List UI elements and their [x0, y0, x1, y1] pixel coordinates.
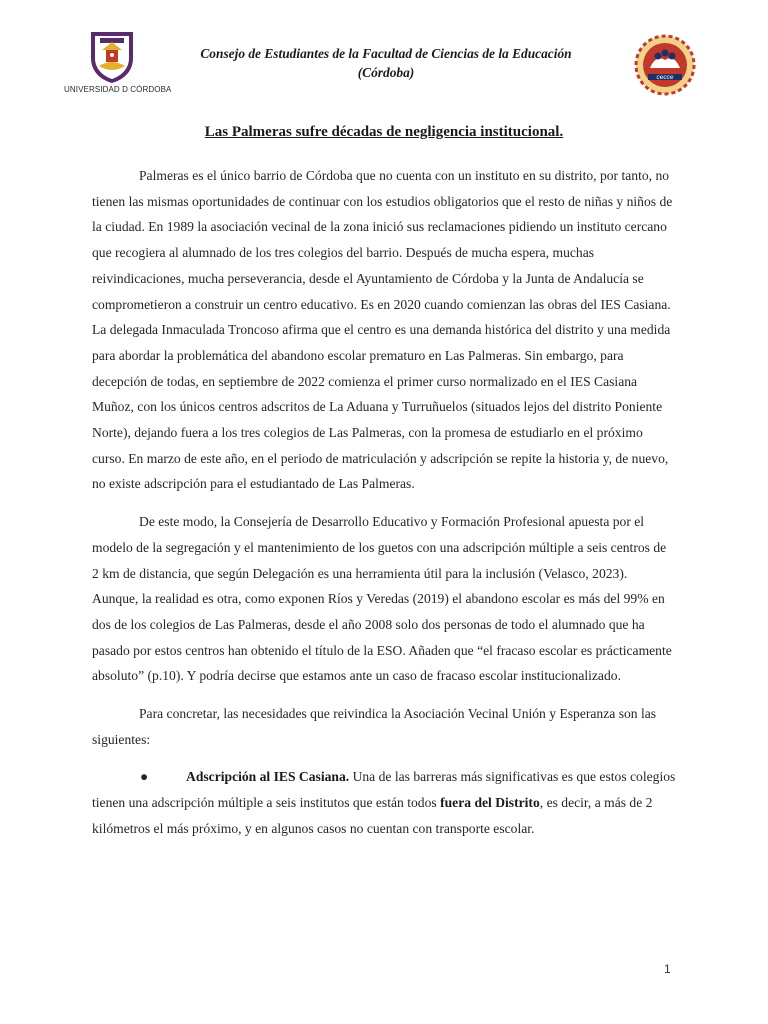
council-title-line-1: Consejo de Estudiantes de la Facultad de Ciencias de la Educación [200, 46, 572, 61]
bullet-bold-mid: fuera del Distrito [440, 795, 540, 811]
bullet-text-1: Una de las barreras más significativas es que estos colegios tienen una adscripción múltiple a seis institutos que están todos [92, 769, 676, 811]
page-number: 1 [664, 962, 671, 976]
student-council-logo [634, 34, 696, 96]
council-title [166, 44, 606, 82]
document-title: Las Palmeras sufre décadas de negligencia institucional. [204, 124, 564, 140]
university-logo [64, 28, 172, 100]
bullet-dot-icon: ● [140, 769, 149, 785]
paragraph-3: Para concretar, las necesidades que reivindica la Asociación Vecinal Unión y Esperanza son las siguientes: [92, 706, 657, 747]
council-title-line-2: (Córdoba) [357, 65, 415, 80]
paragraph-2: De este modo, la Consejería de Desarrollo Educativo y Formación Profesional apuesta por el modelo de la segregación y el mantenimiento de los guetos con una adscripción múltiple a seis centros de 2 km de distancia, que según Delegación es una herramienta útil para la inclusión (Velasco, 2023). Aunque, la realidad es otra, como exponen Ríos y Veredas (2019) el abandono escolar es más del 99% en dos de los colegios de Las Palmeras, desde el año 2008 solo dos personas de todo el alumnado que ha pasado por estos centros han obtenido el título de la ESO. Añaden que “el fracaso escolar es prácticamente absoluto” (p.10). Y podría decirse que estamos ante un caso de fracaso escolar institucionalizado. [92, 514, 672, 684]
document-body [92, 163, 676, 842]
student-council-logo-text: cecce [656, 74, 674, 81]
university-crest-icon [89, 28, 135, 84]
paragraph-1: Palmeras es el único barrio de Córdoba que no cuenta con un instituto en su distrito, por tanto, no tienen las mismas oportunidades de continuar con los estudios obligatorios que el resto de niñas y niños de la ciudad. En 1989 la asociación vecinal de la zona inició sus reclamaciones pidiendo un instituto cercano que recogiera al alumnado de los tres colegios del barrio. Después de mucha espera, muchas reivindicaciones, mucha perseverancia, desde el Ayuntamiento de Córdoba y la Junta de Andalucía se comprometieron a construir un centro educativo. Es en 2020 cuando comienzan las obras del IES Casiana. La delegada Inmaculada Troncoso afirma que el centro es una demanda histórica del distrito y una medida para abordar la problemática del abandono escolar prematuro en Las Palmeras. Sin embargo, para decepción de todas, en septiembre de 2022 comienza el primer curso normalizado en el IES Casiana Muñoz, con los únicos centros adscritos de La Aduana y Turruñuelos (situados lejos del distrito Poniente Norte), dejando fuera a los tres colegios de Las Palmeras, con la promesa de estudiarlo en el próximo curso. En marzo de este año, en el periodo de matriculación y adscripción se repite la historia y, de nuevo, no existe adscripción para el estudiantado de Las Palmeras. [92, 168, 673, 492]
bullet-text-2: , es decir, a más de 2 kilómetros el más próximo, y en algunos casos no cuentan con transporte escolar. [92, 795, 653, 836]
student-council-emblem-icon [634, 34, 696, 96]
page-header [0, 0, 768, 110]
bullet-item-adscripcion [92, 764, 676, 841]
bullet-bold-lead: Adscripción al IES Casiana. [186, 769, 350, 785]
university-caption: UNIVERSIDAD D CÓRDOBA [64, 85, 172, 94]
